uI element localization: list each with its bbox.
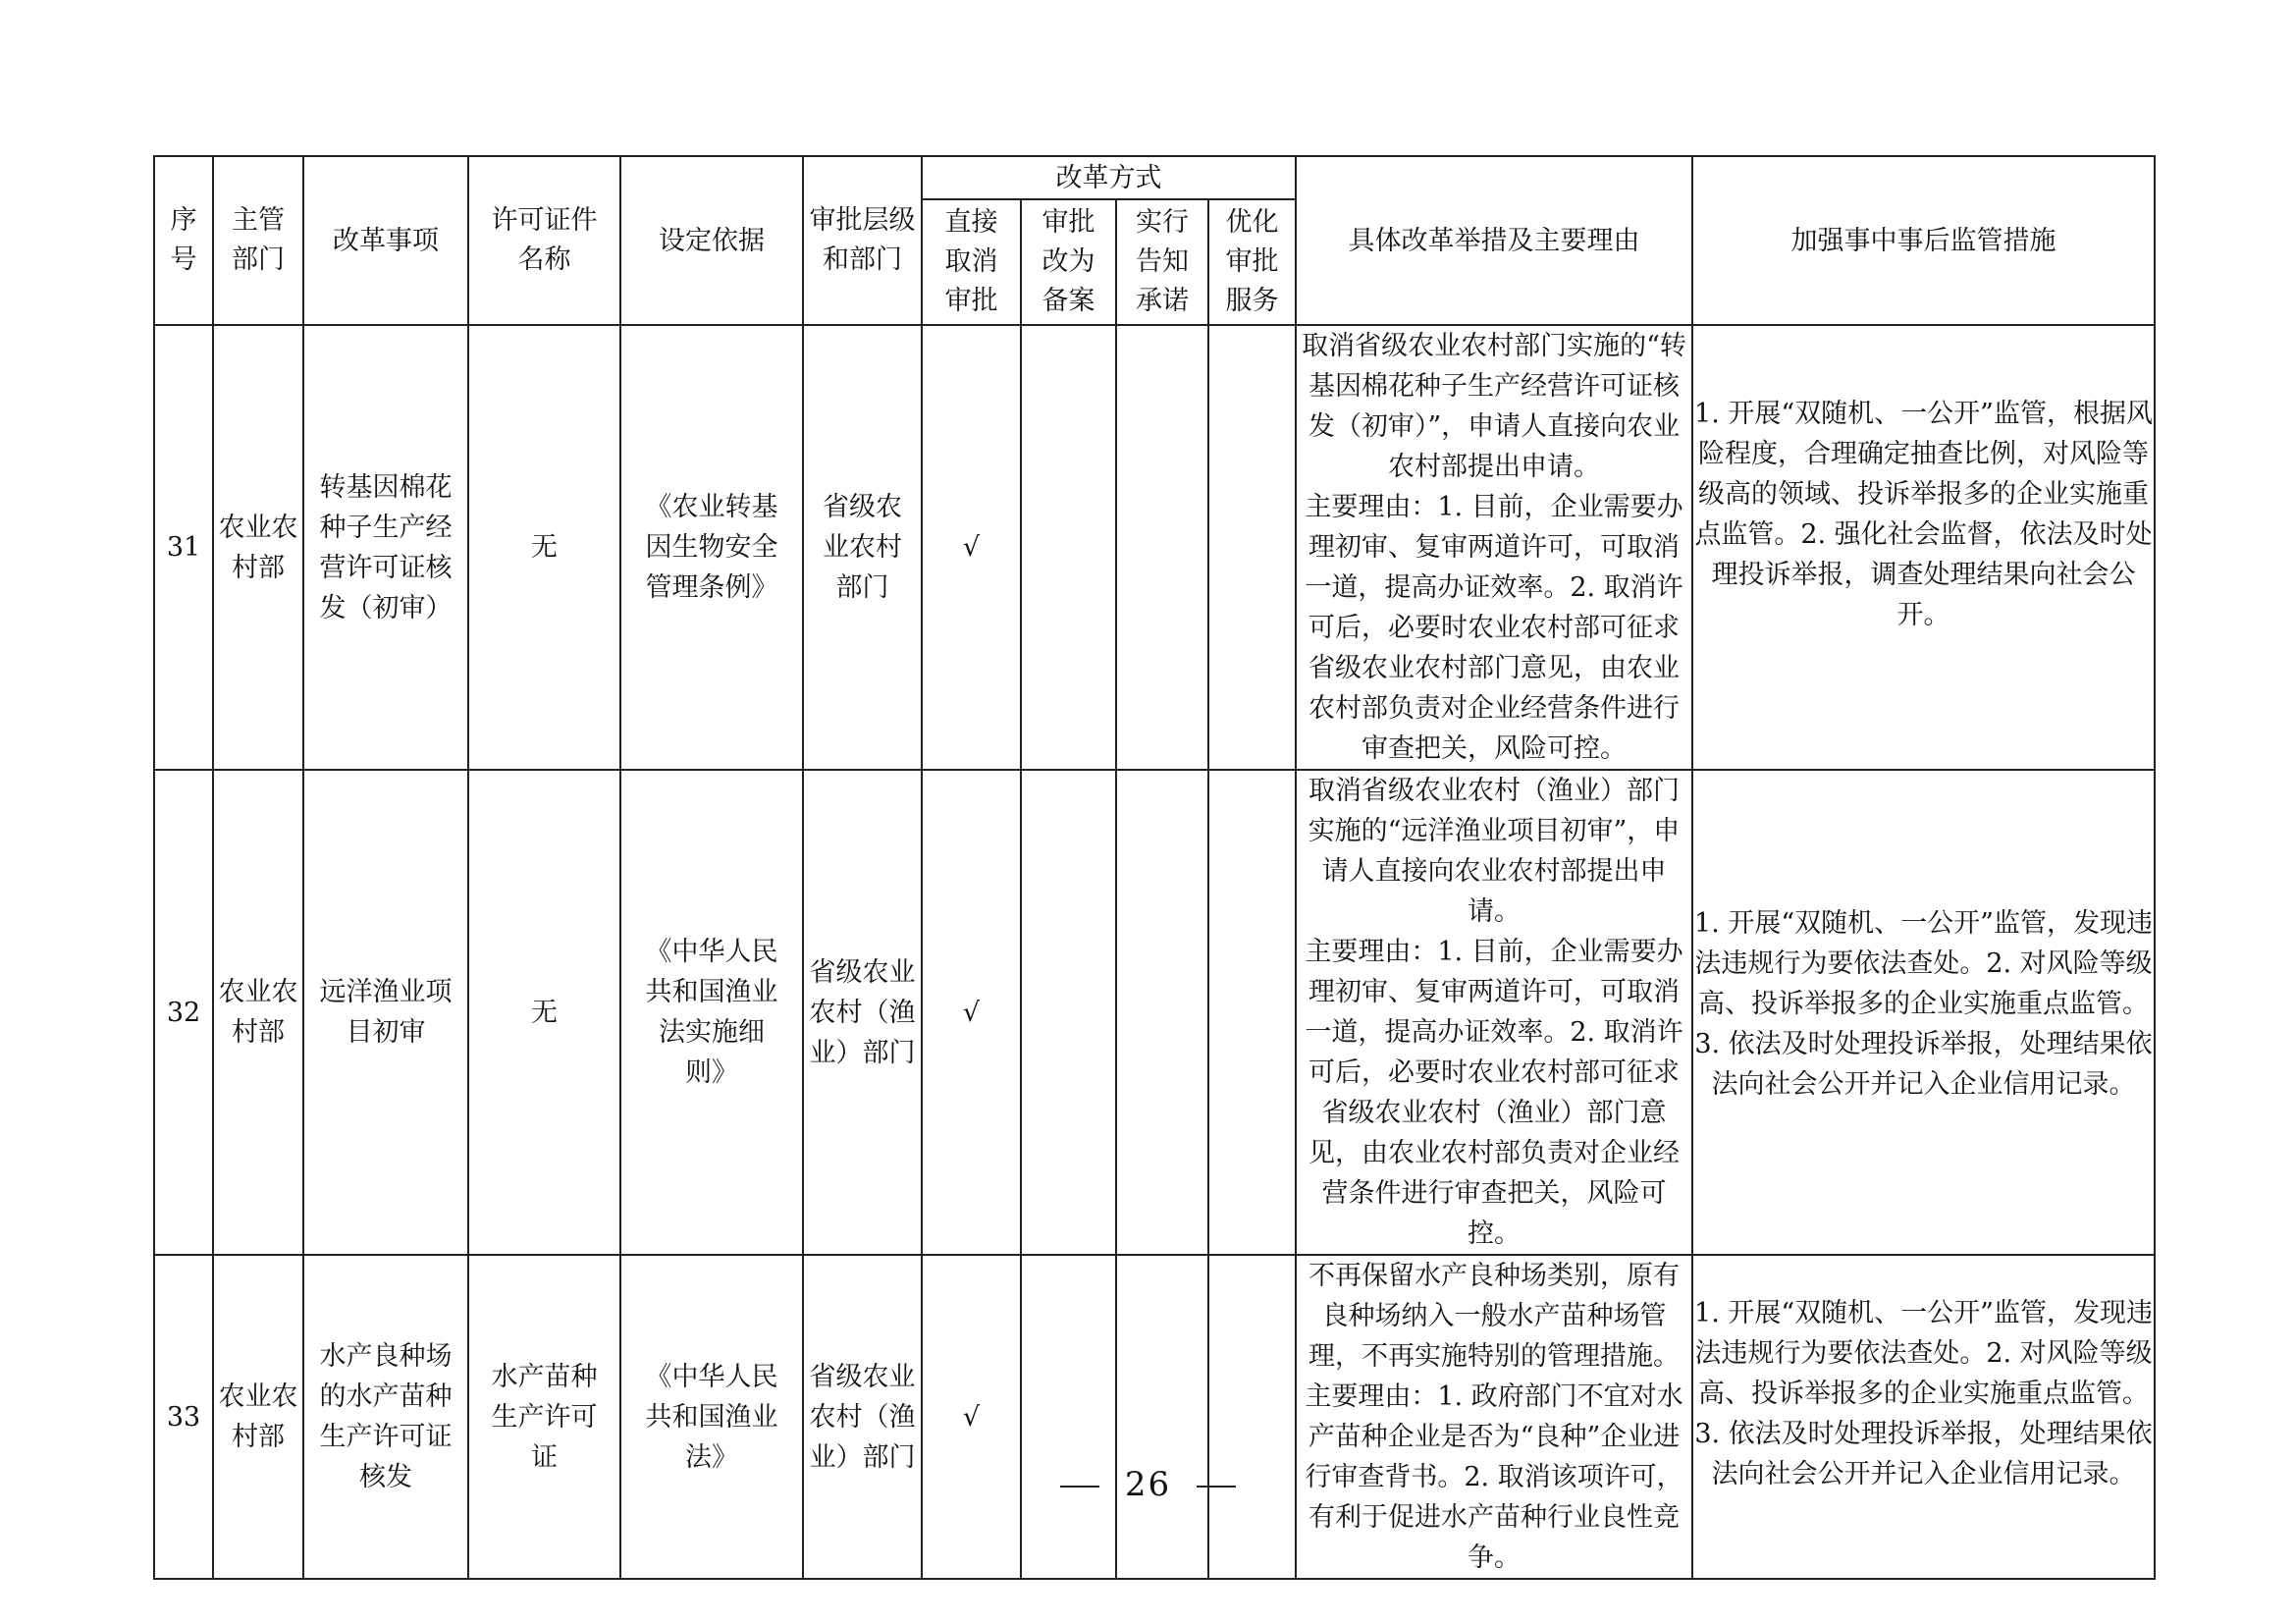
cell-level: 省级农业农村（渔业）部门 [803,770,922,1255]
table-row [154,770,2155,1255]
cell-supervision: 1. 开展“双随机、一公开”监管，发现违法违规行为要依法查处。2. 对风险等级高、投诉举报多的企业实施重点监管。3. 依法及时处理投诉举报，处理结果依法向社会公开并记入企业信用记录。 [1692,1255,2155,1579]
table-row [154,325,2155,770]
footer-dash-right [1197,1486,1236,1488]
cell-measures: 取消省级农业农村（渔业）部门实施的“远洋渔业项目初审”，申请人直接向农业农村部提出申请。 主要理由：1. 目前，企业需要办理初审、复审两道许可，可取消一道，提高办证效率。2. 取消许可后，必要时农业农村部可征求省级农业农村（渔业）部门意见，由农业农村部负责对企业经营条件进行审查把关，风险可控。 [1296,770,1692,1255]
cell-basis: 《农业转基因生物安全管理条例》 [620,325,803,770]
cell-m2 [1021,325,1116,770]
header-row-top [154,156,2155,199]
cell-seq: 31 [154,325,213,770]
cell-m3 [1116,1255,1208,1579]
header-level: 审批层级和部门 [803,156,922,325]
cell-seq: 33 [154,1255,213,1579]
header-supervision: 加强事中事后监管措施 [1692,156,2155,325]
cell-m1-check: √ [922,325,1021,770]
header-m1: 直接取消审批 [922,199,1021,325]
cell-supervision: 1. 开展“双随机、一公开”监管，发现违法违规行为要依法查处。2. 对风险等级高、投诉举报多的企业实施重点监管。3. 依法及时处理投诉举报，处理结果依法向社会公开并记入企业信用记录。 [1692,770,2155,1255]
reform-table [153,155,2156,1580]
cell-m2 [1021,770,1116,1255]
footer-dash-left [1060,1486,1099,1488]
header-m4: 优化审批服务 [1208,199,1296,325]
cell-item: 转基因棉花种子生产经营许可证核发（初审） [303,325,468,770]
cell-seq: 32 [154,770,213,1255]
cell-license: 水产苗种生产许可证 [468,1255,620,1579]
cell-license: 无 [468,325,620,770]
page-footer [0,1465,2296,1504]
header-dept: 主管部门 [213,156,303,325]
table-row [154,1255,2155,1579]
cell-m4 [1208,770,1296,1255]
page-number: 26 [1124,1465,1172,1504]
cell-m1-check: √ [922,1255,1021,1579]
cell-m2 [1021,1255,1116,1579]
cell-dept: 农业农村部 [213,770,303,1255]
header-m2: 审批改为备案 [1021,199,1116,325]
header-m3: 实行告知承诺 [1116,199,1208,325]
header-license: 许可证件名称 [468,156,620,325]
header-measures: 具体改革举措及主要理由 [1296,156,1692,325]
cell-basis: 《中华人民共和国渔业法实施细则》 [620,770,803,1255]
cell-m3 [1116,325,1208,770]
cell-basis: 《中华人民共和国渔业法》 [620,1255,803,1579]
cell-measures: 取消省级农业农村部门实施的“转基因棉花种子生产经营许可证核发（初审）”，申请人直接向农业农村部提出申请。 主要理由：1. 目前，企业需要办理初审、复审两道许可，可取消一道，提高办证效率。2. 取消许可后，必要时农业农村部可征求省级农业农村部门意见，由农业农村部负责对企业经营条件进行审查把关，风险可控。 [1296,325,1692,770]
cell-m1-check: √ [922,770,1021,1255]
cell-m4 [1208,1255,1296,1579]
cell-level: 省级农业农村部门 [803,325,922,770]
cell-dept: 农业农村部 [213,325,303,770]
cell-measures: 不再保留水产良种场类别，原有良种场纳入一般水产苗种场管理，不再实施特别的管理措施。 主要理由：1. 政府部门不宜对水产苗种企业是否为“良种”企业进行审查背书。2. 取消该项许可，有利于促进水产苗种行业良性竞争。 [1296,1255,1692,1579]
cell-m4 [1208,325,1296,770]
cell-supervision: 1. 开展“双随机、一公开”监管，根据风险程度，合理确定抽查比例，对风险等级高的领域、投诉举报多的企业实施重点监管。2. 强化社会监督，依法及时处理投诉举报，调查处理结果向社会公开。 [1692,325,2155,770]
cell-m3 [1116,770,1208,1255]
cell-level: 省级农业农村（渔业）部门 [803,1255,922,1579]
cell-dept: 农业农村部 [213,1255,303,1579]
cell-license: 无 [468,770,620,1255]
cell-item: 远洋渔业项目初审 [303,770,468,1255]
header-basis: 设定依据 [620,156,803,325]
header-item: 改革事项 [303,156,468,325]
header-method-group: 改革方式 [922,156,1296,199]
header-seq: 序号 [154,156,213,325]
cell-item: 水产良种场的水产苗种生产许可证核发 [303,1255,468,1579]
